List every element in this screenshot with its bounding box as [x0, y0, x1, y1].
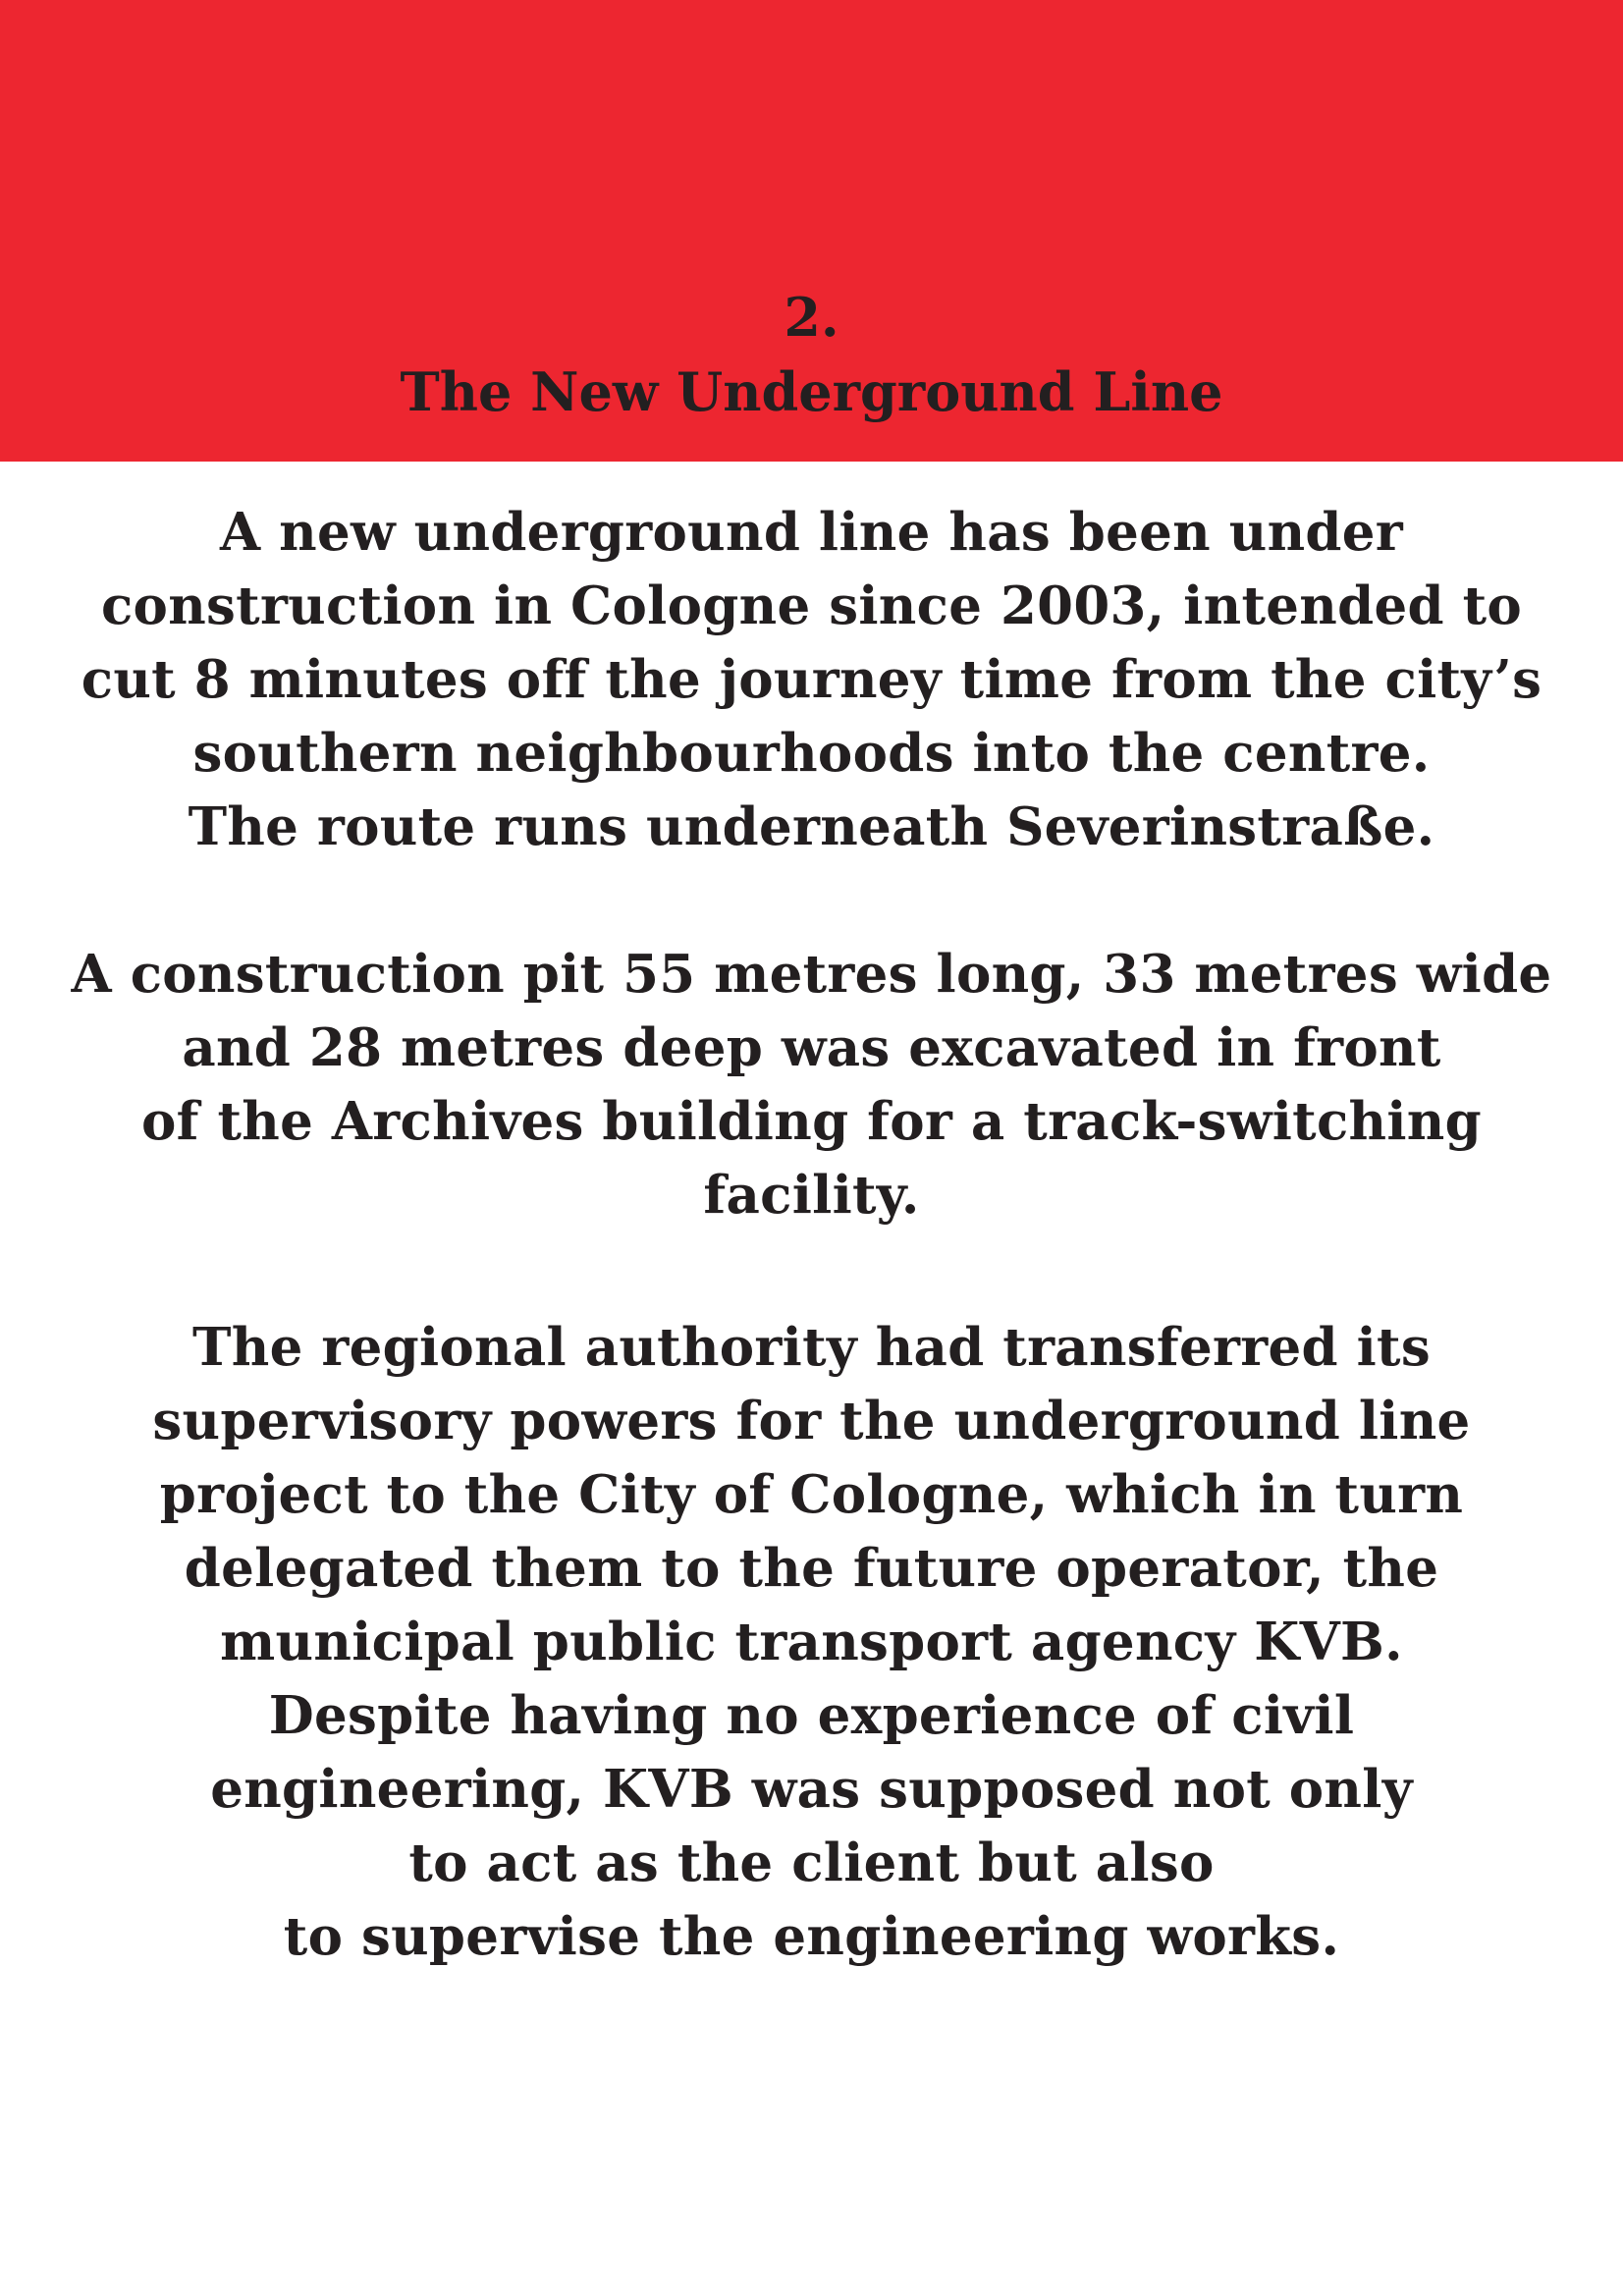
text-line: construction in Cologne since 2003, intended to — [100, 575, 1523, 636]
text-line: project to the City of Cologne, which in turn — [159, 1464, 1464, 1525]
text-line: cut 8 minutes off the journey time from the city’s — [81, 649, 1542, 710]
text-line: to act as the client but also — [408, 1832, 1215, 1893]
paragraph-construction-intro — [0, 496, 1623, 864]
section-title: The New Underground Line — [400, 360, 1223, 423]
text-line: municipal public transport agency KVB. — [220, 1612, 1403, 1672]
text-line: supervisory powers for the underground line — [152, 1391, 1471, 1451]
section-heading — [0, 280, 1623, 429]
text-line: of the Archives building for a track-switching — [141, 1091, 1482, 1152]
text-line: Despite having no experience of civil — [268, 1685, 1355, 1746]
section-number: 2. — [784, 286, 839, 349]
text-line: facility. — [703, 1165, 920, 1226]
text-line: delegated them to the future operator, the — [184, 1538, 1439, 1599]
text-line: and 28 metres deep was excavated in front — [182, 1017, 1441, 1078]
paragraph-construction-pit — [0, 938, 1623, 1232]
text-line: The regional authority had transferred its — [192, 1317, 1431, 1378]
text-line: to supervise the engineering works. — [283, 1906, 1340, 1967]
text-line: A new underground line has been under — [219, 502, 1404, 563]
text-line: A construction pit 55 metres long, 33 metres wide — [71, 944, 1552, 1005]
text-line: engineering, KVB was supposed not only — [210, 1759, 1413, 1820]
paragraph-supervision — [0, 1311, 1623, 1974]
text-line: The route runs underneath Severinstraße. — [188, 796, 1435, 857]
text-line: southern neighbourhoods into the centre. — [192, 723, 1431, 784]
